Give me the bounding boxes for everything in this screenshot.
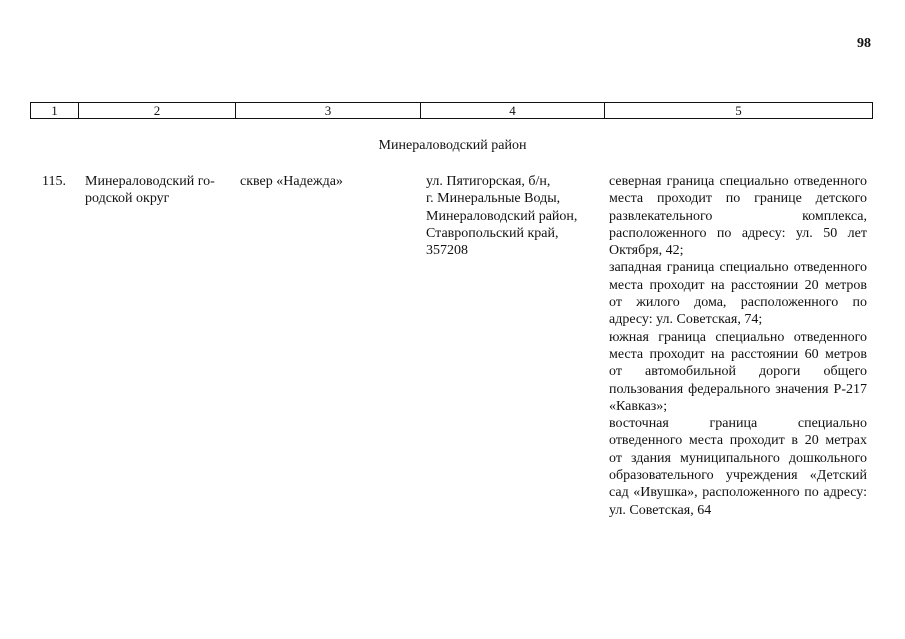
address-line: Ставропольский край, [426,225,559,241]
address-line: Минераловодский район, [426,208,578,224]
page-number: 98 [857,36,871,51]
southern-boundary-text: южная граница специально отведенного места проходит на расстоянии 60 метров от автомобильной дороги общего пользования федерального значения Р-217 «Кавказ»; [609,329,867,414]
object-name-cell: сквер «Надежда» [240,174,343,189]
address-cell [426,173,601,259]
western-boundary-text: западная граница специально отведенного места проходит на расстоянии 20 метров от жилого дома, расположенного по адресу: ул. Советская, 74; [609,260,867,328]
boundary-description-cell [609,173,867,519]
address-line: г. Минеральные Воды, [426,191,561,207]
section-title: Минераловодский район [378,138,527,153]
municipality-cell [85,173,235,208]
column-header-1: 1 [31,103,79,119]
municipality-line: Минераловодский го- [85,174,215,189]
municipality-line: родской округ [85,191,170,207]
column-header-5: 5 [605,103,873,119]
eastern-boundary-text: восточная граница специально отведенного места проходит в 20 метрах от здания муниципального дошкольного образовательного учреждения «Детский сад «Ивушка», расположенного по адресу: ул. Советская, 64 [609,416,867,518]
column-header-3: 3 [236,103,421,119]
column-header-4: 4 [421,103,605,119]
row-number: 115. [42,174,66,189]
northern-boundary-text: северная граница специально отведенного места проходит по границе детского развлекательного комплекса, расположенного по адресу: ул. 50 лет Октября, 42; [609,174,867,259]
address-line: ул. Пятигорская, б/н, [426,174,551,189]
column-header-2: 2 [79,103,236,119]
address-line: 357208 [426,243,468,259]
column-number-header [30,102,873,119]
